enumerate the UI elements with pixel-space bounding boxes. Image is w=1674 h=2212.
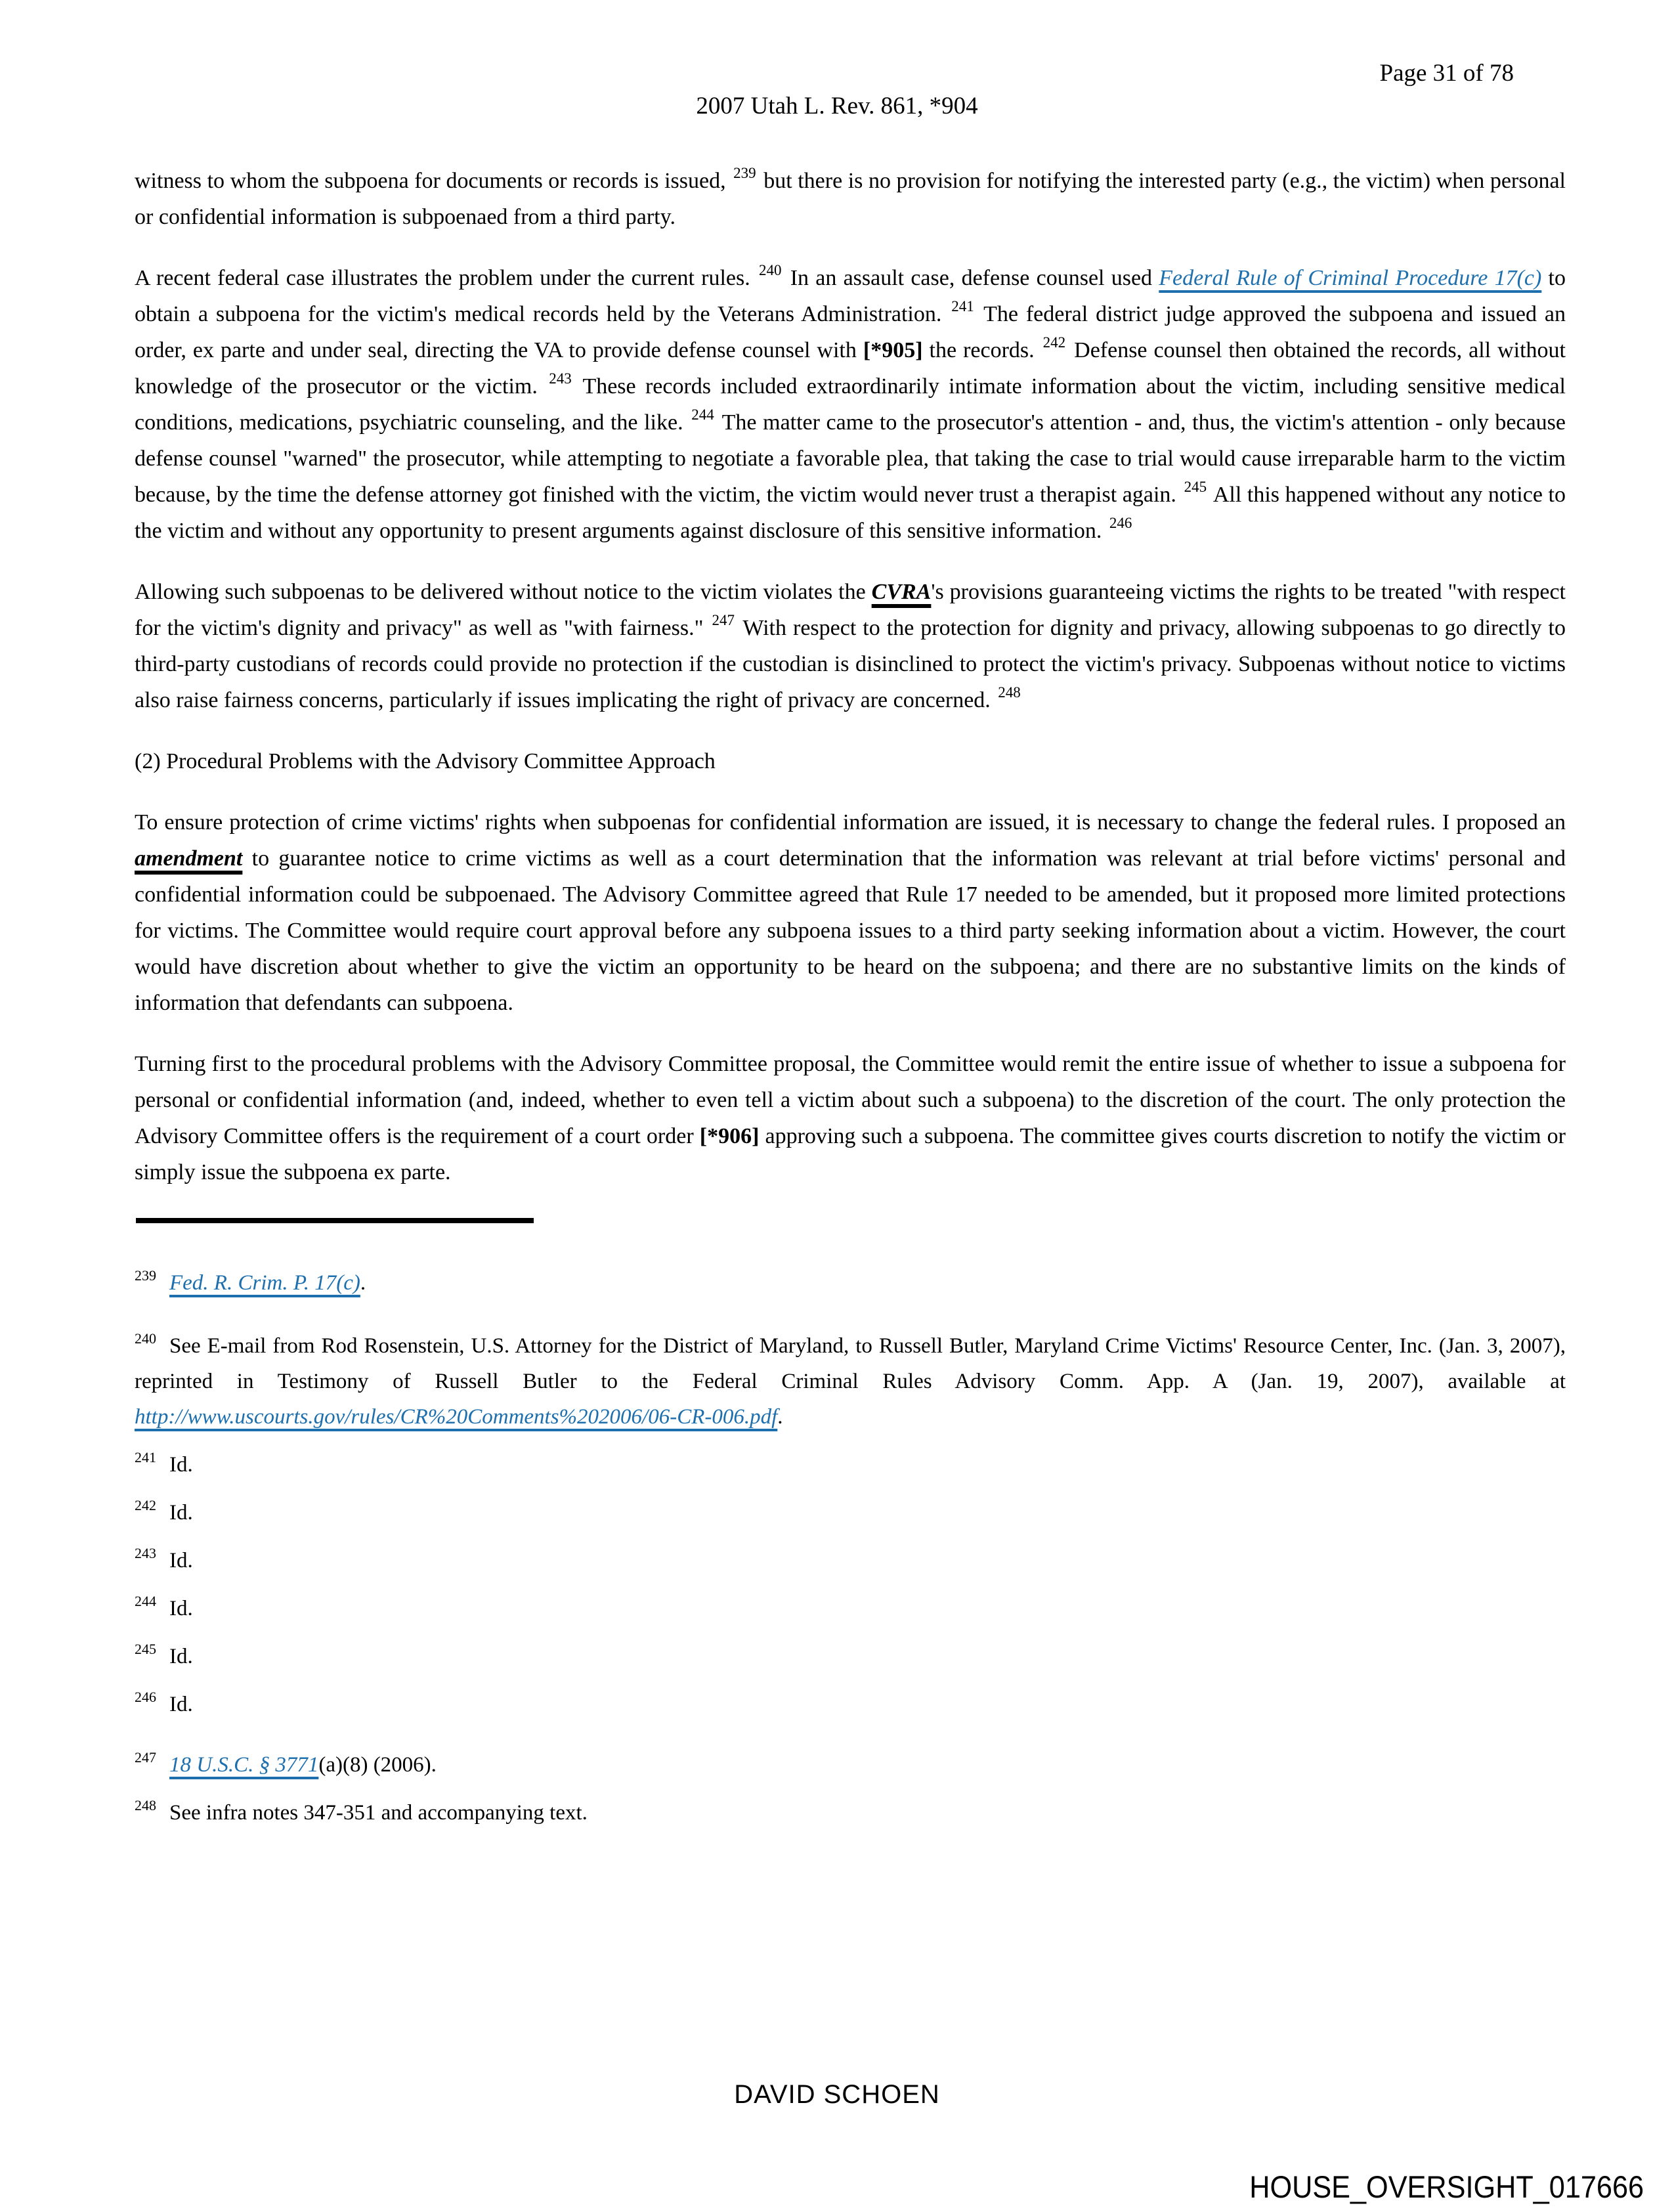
footnote-text [169,1549,193,1572]
footnote-number: 240 [135,1330,156,1347]
footnote [135,1639,1566,1674]
footnote [135,1795,1566,1831]
footnote-number: 247 [135,1749,156,1766]
text-run: The federal district judge approved the subpoena and issued an order, ex parte and under seal, directing the VA to provide defense counsel with [135,302,1566,362]
footnote-ref: 247 [712,612,735,628]
footnote-ref: 239 [733,165,756,181]
paragraph [135,804,1566,1021]
footnote [135,1543,1566,1578]
text-run: See E-mail from Rod Rosenstein, U.S. Attorney for the District of Maryland, to Russell Butler, Maryland Crime Victims' Resource Center, Inc. (Jan. 3, 2007), reprinted in Testimony of Russell Butler to the Federal Criminal Rules Advisory Comm. App. A (Jan. 19, 2007), available at [135,1334,1566,1393]
footnote-text [169,1645,193,1668]
footnote [135,1687,1566,1722]
document-title: 2007 Utah L. Rev. 861, *904 [696,93,978,119]
text-run: Id. [169,1549,193,1572]
footnote-number: 244 [135,1593,156,1609]
footnotes [135,1265,1566,1831]
term-link[interactable]: CVRA [871,580,932,604]
citation-link[interactable]: 18 U.S.C. § 3771 [169,1753,319,1777]
text-run: . [360,1271,366,1295]
text-run: to obtain a subpoena for the victim's medical records held by the Veterans Administration. [135,266,1566,326]
footnote-number: 242 [135,1497,156,1513]
footnote-text [169,1693,193,1716]
text-run: Allowing such subpoenas to be delivered without notice to the victim violates the [135,580,872,604]
text-run: to guarantee notice to crime victims as well as a court determination that the information was relevant at trial before victims' personal and confidential information could be subpoenaed. The Advisory Committee agreed that Rule 17 needed to be amended, but it proposed more limited protections for victims. The Committee would require court approval before any subpoena issues to a third party seeking information about a victim. However, the court would have discretion about whether to give the victim an opportunity to be heard on the subpoena; and there are no substantive limits on the kinds of information that defendants can subpoena. [135,846,1566,1015]
text-run: All this happened without any notice to the victim and without any opportunity to present arguments against disclosure of this sensitive information. [135,483,1566,543]
footnote-text [169,1501,193,1525]
text-run: In an assault case, defense counsel used [783,266,1159,290]
footnote-ref: 241 [951,298,974,314]
footnote [135,1747,1566,1783]
footnote [135,1495,1566,1530]
footnote-ref: 243 [549,370,572,387]
page-number: Page 31 of 78 [1379,60,1514,87]
term-link[interactable]: amendment [135,846,243,871]
footnote [135,1447,1566,1483]
text-run: The matter came to the prosecutor's attention - and, thus, the victim's attention - only because defense counsel "warned" the prosecutor, while attempting to negotiate a favorable plea, that taking the case to trial would cause irreparable harm to the victim because, by the time the defense attorney got finished with the victim, the victim would never trust a therapist again. [135,410,1566,507]
footnote-text [169,1271,366,1295]
text-run: See infra notes 347-351 and accompanying text. [169,1801,588,1825]
footnote-ref: 242 [1042,334,1066,351]
footnote-number: 241 [135,1449,156,1465]
footnote-number: 246 [135,1689,156,1705]
text-run: With respect to the protection for dignity and privacy, allowing subpoenas to go directly to third-party custodians of records could provide no protection if the custodian is disinclined to protect the victim's privacy. Subpoenas without notice to victims also raise fairness concerns, particularly if issues implicating the right of privacy are concerned. [135,616,1566,712]
footnote [135,1591,1566,1626]
footnote-ref: 246 [1109,515,1132,531]
text-run: Id. [169,1645,193,1668]
citation-link[interactable]: Fed. R. Crim. P. 17(c) [169,1271,360,1295]
citation-link[interactable]: Federal Rule of Criminal Procedure 17(c) [1159,266,1542,290]
citation-link[interactable]: http://www.uscourts.gov/rules/CR%20Comments%202006/06-CR-006.pdf [135,1405,778,1429]
text-run: Id. [169,1453,193,1477]
text-run: . [777,1405,783,1429]
text-run: but there is no provision for notifying the interested party (e.g., the victim) when personal or confidential information is subpoenaed from a third party. [135,169,1566,229]
footnote-text [135,1334,1566,1429]
footnote [135,1265,1566,1301]
footnote-number: 245 [135,1641,156,1657]
text-run: To ensure protection of crime victims' rights when subpoenas for confidential information are issued, it is necessary to change the federal rules. I proposed an [135,810,1566,835]
paragraph [135,574,1566,718]
text-run: (a)(8) (2006). [318,1753,437,1777]
text-run: A recent federal case illustrates the problem under the current rules. [135,266,757,290]
footnote-number: 239 [135,1267,156,1284]
text-run: Id. [169,1597,193,1620]
text-run: 's provisions guaranteeing victims the rights to be treated "with respect for the victim's dignity and privacy" as well as "with fairness." [135,580,1566,640]
text-run: Defense counsel then obtained the records, all without knowledge of the prosecutor or the victim. [135,338,1566,399]
bates-number: HOUSE_OVERSIGHT_017666 [1249,2169,1644,2204]
footnote-number: 243 [135,1545,156,1561]
text-run: Turning first to the procedural problems with the Advisory Committee proposal, the Committee would remit the entire issue of whether to issue a subpoena for personal or confidential information (and, indeed, whether to even tell a victim about such a subpoena) to the discretion of the court. The only protection the Advisory Committee offers is the requirement of a court order [135,1052,1566,1148]
footnote-text [169,1453,193,1477]
text-run: These records included extraordinarily intimate information about the victim, including sensitive medical conditions, medications, psychiatric counseling, and the like. [135,374,1566,435]
footnote-ref: 248 [998,684,1021,701]
footnote-ref: 240 [758,262,782,278]
page-marker: [*906] [699,1124,760,1148]
footnote-text [169,1597,193,1620]
text-run: Id. [169,1501,193,1525]
footer-author-name: DAVID SCHOEN [734,2080,940,2109]
footnote-ref: 245 [1184,479,1207,495]
text-run: Id. [169,1693,193,1716]
footnote-separator [136,1218,534,1223]
text-run: approving such a subpoena. The committee gives courts discretion to notify the victim or simply issue the subpoena ex parte. [135,1124,1566,1184]
text-run: witness to whom the subpoena for documents or records is issued, [135,169,732,193]
footnote-text [169,1801,588,1825]
footnote [135,1328,1566,1435]
paragraph [135,260,1566,549]
section-heading [135,743,1566,779]
document-body [135,163,1566,1190]
paragraph [135,1046,1566,1190]
text-run: the records. [922,338,1041,362]
page-marker: [*905] [863,338,923,362]
footnote-ref: 244 [691,406,714,423]
paragraph [135,163,1566,235]
footnote-text [169,1753,437,1777]
footnote-number: 248 [135,1797,156,1813]
text-run: (2) Procedural Problems with the Advisory Committee Approach [135,749,716,773]
document-content [135,163,1566,1843]
